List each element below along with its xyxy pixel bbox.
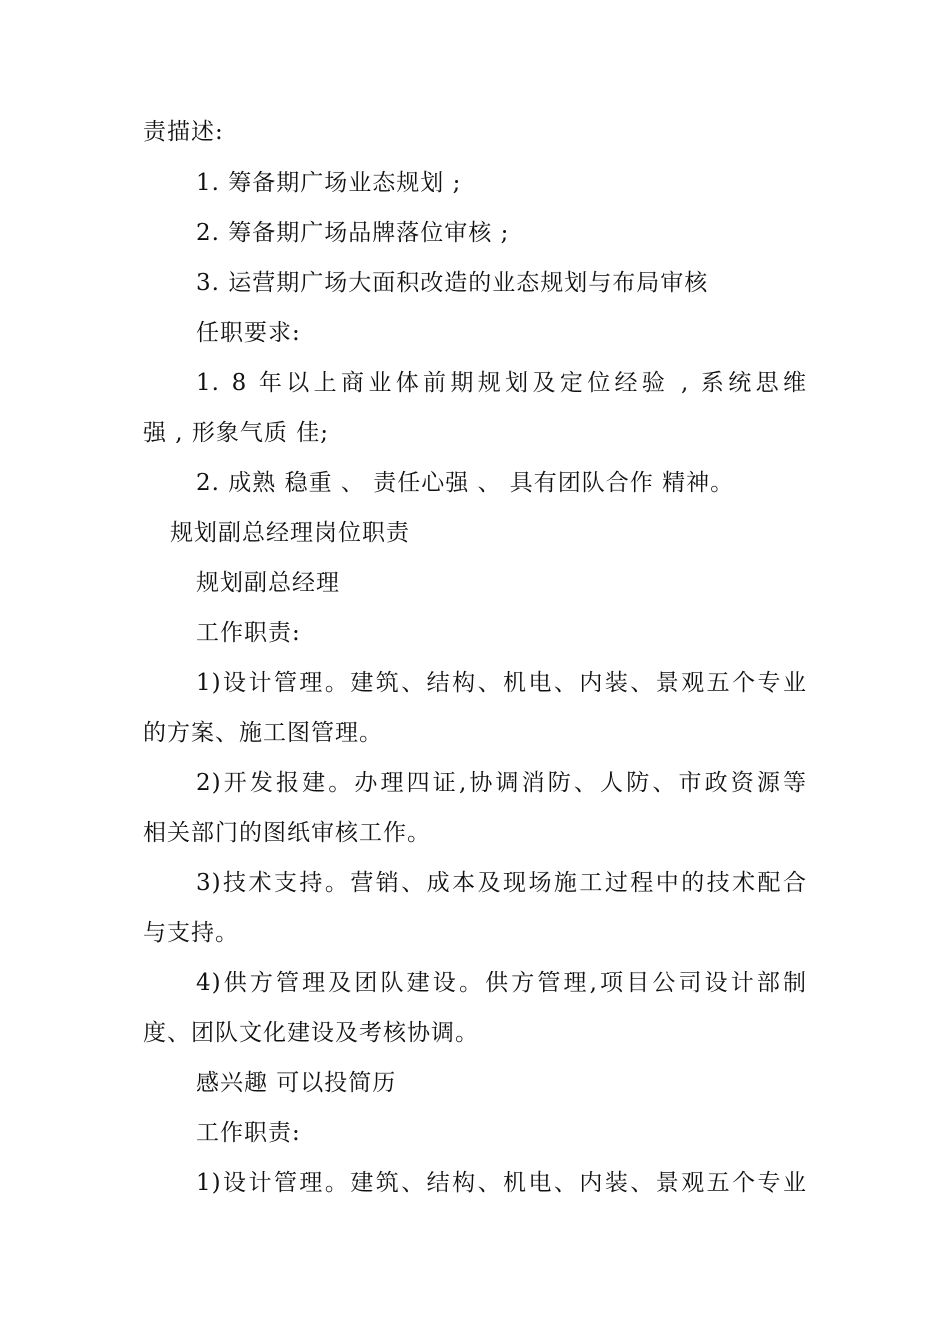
text-line: 2. 筹备期广场品牌落位审核 ;: [196, 220, 510, 246]
text-line: 工作职责:: [196, 620, 301, 646]
section-heading: 规划副总经理岗位职责: [170, 520, 410, 546]
text-line: 规划副总经理: [196, 570, 340, 596]
text-line: 强 , 形象气质 佳;: [143, 420, 329, 446]
text-line: 2. 成熟 稳重 、 责任心强 、 具有团队合作 精神。: [196, 470, 735, 496]
text-line: 1)设计管理。建筑、结构、机电、内装、景观五个专业: [196, 1170, 807, 1196]
text-line: 的方案、施工图管理。: [143, 720, 383, 746]
text-line: 相关部门的图纸审核工作。: [143, 820, 431, 846]
text-line: 2)开发报建。办理四证,协调消防、人防、市政资源等: [196, 770, 807, 796]
text-line: 责描述:: [143, 119, 224, 145]
text-line: 度、团队文化建设及考核协调。: [143, 1020, 479, 1046]
text-line: 1. 筹备期广场业态规划 ;: [196, 170, 462, 196]
text-line: 3)技术支持。营销、成本及现场施工过程中的技术配合: [196, 870, 807, 896]
text-line: 与支持。: [143, 920, 239, 946]
text-line: 工作职责:: [196, 1120, 301, 1146]
text-line: 4)供方管理及团队建设。供方管理,项目公司设计部制: [196, 970, 807, 996]
text-line: 1. 8 年以上商业体前期规划及定位经验 , 系统思维: [196, 370, 807, 396]
text-line: 3. 运营期广场大面积改造的业态规划与布局审核: [196, 270, 709, 296]
text-line: 感兴趣 可以投简历: [196, 1070, 397, 1096]
text-line: 1)设计管理。建筑、结构、机电、内装、景观五个专业: [196, 670, 807, 696]
text-line: 任职要求:: [196, 320, 301, 346]
